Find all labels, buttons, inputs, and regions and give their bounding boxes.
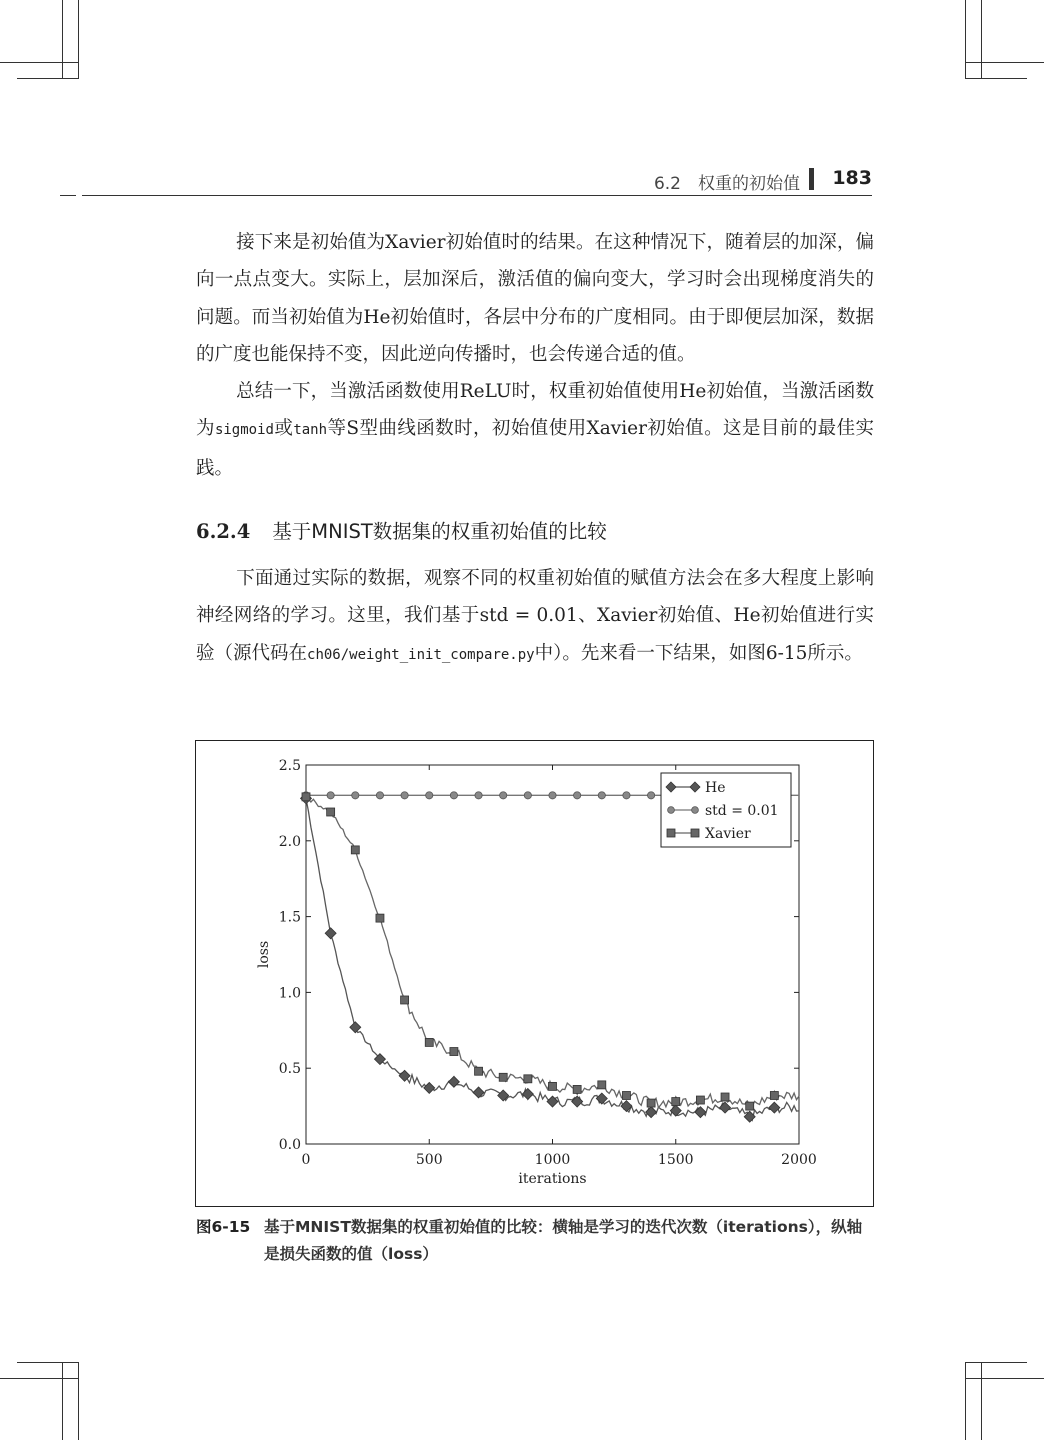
xavier-marker bbox=[770, 1091, 778, 1099]
he-marker bbox=[769, 1102, 780, 1113]
page-number: 183 bbox=[832, 167, 872, 189]
he-marker bbox=[325, 928, 336, 939]
header-divider-bar bbox=[809, 168, 814, 190]
paragraph-summary bbox=[196, 373, 874, 487]
figure-caption bbox=[196, 1214, 876, 1268]
figure-label: 图6-15 bbox=[196, 1218, 251, 1236]
xavier-marker bbox=[376, 914, 384, 922]
crop-mark bbox=[78, 0, 79, 78]
paragraph-text: 下面通过实际的数据，观察不同的权重初始值的赋值方法会在多大程度上影响神经网络的学习。这里，我们基于std = 0.01、Xavier初始值、He初始值进行实验（源代码在 bbox=[196, 568, 874, 664]
paragraph-text: 总结一下，当激活函数使用ReLU时，权重初始值使用He初始值，当激活函数为 bbox=[196, 381, 874, 440]
xavier-marker bbox=[450, 1048, 458, 1056]
xavier-marker bbox=[524, 1075, 532, 1083]
crop-mark bbox=[17, 1362, 79, 1363]
crop-mark bbox=[965, 1378, 1044, 1379]
paragraph-text: 等S型曲线函数时，初始值使用Xavier初始值。这是目前的最佳实践。 bbox=[196, 418, 874, 479]
he-marker bbox=[720, 1102, 731, 1113]
he-marker bbox=[646, 1107, 657, 1118]
xavier-marker bbox=[425, 1038, 433, 1046]
xavier-marker bbox=[746, 1102, 754, 1110]
legend-label: std = 0.01 bbox=[705, 803, 779, 819]
section-number: 6.2.4 bbox=[196, 520, 251, 543]
y-tick-label: 1.0 bbox=[278, 985, 301, 1002]
xavier-marker bbox=[622, 1091, 630, 1099]
legend-label: He bbox=[705, 780, 726, 796]
figure-frame bbox=[195, 740, 874, 1207]
std-marker bbox=[648, 792, 655, 799]
std-marker bbox=[352, 792, 359, 799]
code-filename: ch06/weight_init_compare.py bbox=[307, 646, 535, 663]
xavier-marker bbox=[475, 1067, 483, 1075]
xavier-marker bbox=[721, 1093, 729, 1101]
y-axis-label: loss bbox=[256, 940, 272, 969]
legend-xavier-marker bbox=[667, 829, 675, 837]
std-marker bbox=[450, 792, 457, 799]
y-tick-label: 1.5 bbox=[278, 909, 301, 926]
std-marker bbox=[549, 792, 556, 799]
running-header bbox=[196, 166, 872, 196]
xavier-marker bbox=[598, 1081, 606, 1089]
y-tick-label: 2.5 bbox=[278, 758, 301, 774]
x-tick-label: 500 bbox=[415, 1152, 443, 1168]
crop-mark bbox=[78, 1362, 79, 1440]
std-marker bbox=[574, 792, 581, 799]
std-marker bbox=[376, 792, 383, 799]
crop-mark bbox=[965, 78, 1027, 79]
paragraph-text: 中）。先来看一下结果，如图6-15所示。 bbox=[534, 642, 863, 664]
paragraph-xavier-results bbox=[196, 224, 874, 374]
he-marker bbox=[424, 1082, 435, 1093]
x-axis-label: iterations bbox=[518, 1171, 587, 1187]
std-marker bbox=[598, 792, 605, 799]
header-rule-tick bbox=[60, 195, 76, 196]
figure-caption-text: 基于MNIST数据集的权重初始值的比较：横轴是学习的迭代次数（iterations），纵轴是损失函数的值（loss） bbox=[264, 1218, 863, 1263]
crop-mark bbox=[965, 0, 966, 78]
y-tick-label: 2.0 bbox=[278, 833, 301, 850]
xavier-marker bbox=[696, 1096, 704, 1104]
crop-mark bbox=[965, 1362, 1027, 1363]
paragraph-text: 接下来是初始值为Xavier初始值时的结果。在这种情况下，随着层的加深，偏向一点点变大。实际上，层加深后，激活值的偏向变大，学习时会出现梯度消失的问题。而当初始值为He初始值时，各层中分布的广度相同。由于即便层加深，数据的广度也能保持不变，因此逆向传播时，也会传递合适的值。 bbox=[196, 232, 874, 366]
crop-mark bbox=[17, 78, 79, 79]
xavier-marker bbox=[499, 1073, 507, 1081]
std-marker bbox=[401, 792, 408, 799]
he-marker bbox=[522, 1088, 533, 1099]
xavier-marker bbox=[327, 808, 335, 816]
legend-std-marker bbox=[668, 807, 675, 814]
std-marker bbox=[623, 792, 630, 799]
crop-mark bbox=[981, 1362, 982, 1440]
xavier-marker bbox=[647, 1099, 655, 1107]
paragraph-text: 或 bbox=[273, 418, 294, 440]
std-marker bbox=[524, 792, 531, 799]
crop-mark bbox=[965, 62, 1044, 63]
legend-label: Xavier bbox=[705, 826, 751, 842]
xavier-marker bbox=[549, 1082, 557, 1090]
crop-mark bbox=[0, 1378, 78, 1379]
x-tick-label: 2000 bbox=[781, 1152, 817, 1168]
legend-std-marker bbox=[692, 807, 699, 814]
crop-mark bbox=[981, 0, 982, 78]
header-section-title: 6.2 权重的初始值 bbox=[653, 174, 800, 194]
x-tick-label: 1000 bbox=[534, 1152, 571, 1168]
he-marker bbox=[448, 1076, 459, 1087]
xavier-marker bbox=[573, 1085, 581, 1093]
section-heading bbox=[196, 516, 607, 544]
crop-mark bbox=[965, 1362, 966, 1440]
he-marker bbox=[572, 1096, 583, 1107]
xavier-marker bbox=[672, 1098, 680, 1106]
crop-mark bbox=[0, 62, 78, 63]
std-marker bbox=[327, 792, 334, 799]
xavier-marker bbox=[351, 846, 359, 854]
x-tick-label: 1500 bbox=[657, 1152, 694, 1168]
loss-chart bbox=[196, 741, 873, 1206]
std-marker bbox=[475, 792, 482, 799]
code-sigmoid: sigmoid bbox=[214, 422, 274, 439]
xavier-marker bbox=[302, 793, 310, 801]
xavier-marker bbox=[401, 996, 409, 1004]
crop-mark bbox=[62, 0, 63, 78]
std-marker bbox=[500, 792, 507, 799]
std-marker bbox=[426, 792, 433, 799]
crop-mark bbox=[62, 1362, 63, 1440]
legend-xavier-marker bbox=[691, 829, 699, 837]
y-tick-label: 0.5 bbox=[278, 1061, 301, 1078]
he-marker bbox=[695, 1107, 706, 1118]
y-tick-label: 0.0 bbox=[278, 1137, 301, 1153]
header-rule bbox=[82, 195, 872, 196]
x-tick-label: 0 bbox=[301, 1152, 311, 1168]
he-marker bbox=[350, 1022, 361, 1033]
paragraph-experiment bbox=[196, 560, 874, 674]
code-tanh: tanh bbox=[293, 422, 328, 439]
section-title: 基于MNIST数据集的权重初始值的比较 bbox=[272, 520, 607, 543]
